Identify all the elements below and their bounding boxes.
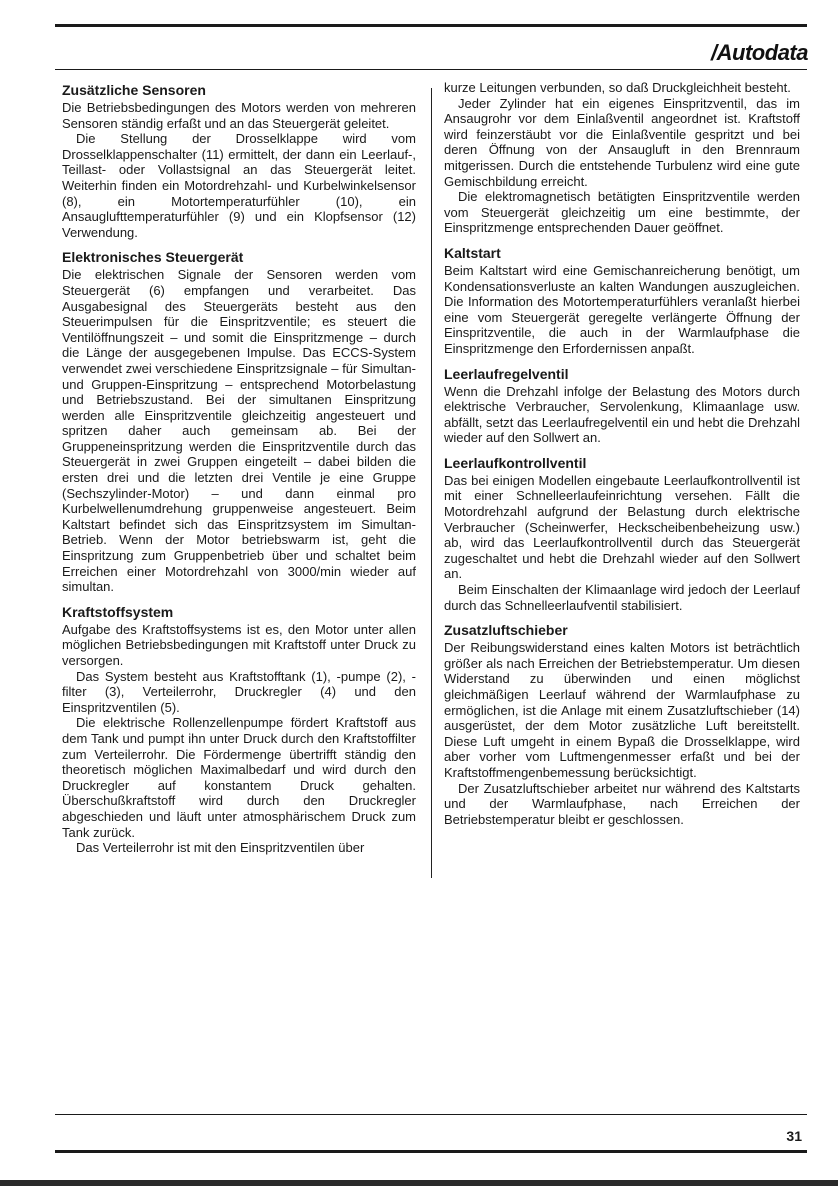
column-divider — [431, 88, 432, 878]
paragraph: kurze Leitungen verbunden, so daß Druckgleichheit besteht. — [444, 80, 791, 95]
section-heading: Leerlaufregelventil — [444, 365, 569, 382]
paragraph: Die elektromagnetisch betätigten Einspritzventile werden vom Steuergerät gleichzeitig um eine bestimmte, der Einspritzmenge entsprechenden Dauer geöffnet. — [444, 189, 800, 236]
top-rule — [55, 24, 807, 27]
paragraph: Das bei einigen Modellen eingebaute Leerlaufkontrollventil ist mit einer Schnelleerlaufeinrichtung versehen. Fällt die Motordrehzahl aufgrund der Belastung durch elektrische Verbraucher (Scheinwerfer, Heckscheibenbeheizung usw.) ab, wird das Leerlaufkontrollventil durch das Steuergerät zugeschaltet und hebt die Drehzahl wieder auf den Sollwert an. — [444, 472, 800, 582]
paragraph: Das Verteilerrohr ist mit den Einspritzventilen über — [76, 840, 365, 856]
paragraph: Der Zusatzluftschieber arbeitet nur während des Kaltstarts und der Warmlaufphase, nach Erreichen der Betriebstemperatur bleibt er geschlossen. — [444, 780, 800, 827]
section-heading: Elektronisches Steuergerät — [62, 249, 244, 266]
brand-logo: /Autodata — [711, 40, 808, 65]
paragraph: Die elektrische Rollenzellenpumpe fördert Kraftstoff aus dem Tank und pumpt ihn unter Druck durch den Kraftstoffilter zum Verteilerrohr. Die Fördermenge übertrifft ständig den theoretisch möglichen Maximalbedarf und wird durch den Druckregler auf konstantem Druck gehalten. Überschußkraftstoff wird durch den Druckregler abgeschieden und läuft unter atmosphärischem Druck zum Tank zurück. — [62, 715, 416, 840]
paragraph: Jeder Zylinder hat ein eigenes Einspritzventil, das im Ansaugrohr vor dem Einlaßventil angeordnet ist. Kraftstoff wird feinzerstäubt vor die Einlaßventile gespritzt und bei deren Öffnung von der Ansaugluft in den Brennraum mitgerissen. Durch die entstehende Turbulenz wird eine gute Gemischbildung erreicht. — [444, 95, 800, 189]
section-heading: Kraftstoffsystem — [62, 603, 174, 620]
section-heading: Zusatzluftschieber — [444, 622, 568, 639]
section-heading: Leerlaufkontrollventil — [444, 454, 587, 471]
section-heading: Zusätzliche Sensoren — [62, 82, 206, 98]
paragraph: Die Betriebsbedingungen des Motors werden von mehreren Sensoren ständig erfaßt und an das Steuergerät geleitet. — [62, 100, 416, 131]
paragraph: Der Reibungswiderstand eines kalten Motors ist beträchtlich größer als nach Erreichen der Betriebstemperatur. Um diesen Widerstand zu überwinden und einen möglichst gleichmäßigen Leerlauf während der Warmlaufphase zu ermöglichen, ist die Anlage mit einem Zusatzluftschieber (14) ausgerüstet, der dem Motor zusätzliche Luft bereitstellt. Diese Luft umgeht in einem Bypaß die Drosselklappe, wird aber vorher vom Luftmengenmesser erfaßt und bei der Kraftstoffmengenbemessung berücksichtigt. — [444, 640, 800, 780]
page-number: 31 — [786, 1128, 802, 1144]
paragraph: Beim Einschalten der Klimaanlage wird jedoch der Leerlauf durch das Schnelleerlaufventil stabilisiert. — [444, 582, 800, 613]
paragraph: Aufgabe des Kraftstoffsystems ist es, den Motor unter allen möglichen Betriebsbedingungen mit Kraftstoff unter Druck zu versorgen. — [62, 621, 416, 668]
paragraph: Beim Kaltstart wird eine Gemischanreicherung benötigt, um Kondensationsverluste an kalten Wandungen auszugleichen. Die Information des Motortemperaturfühlers veranlaßt hierbei eine vom Steuergerät geregelte verlängerte Öffnung der Einspritzventile, die auch in der Warmlaufphase die Einspritzmenge den Erfordernissen anpaßt. — [444, 262, 800, 356]
paragraph: Die elektrischen Signale der Sensoren werden vom Steuergerät (6) empfangen und verarbeitet. Das Ausgabesignal des Steuergeräts besteht aus den Steuerimpulsen für die Einspritzventile; es steuert die Ventilöffnungszeit – und somit die Einspritzmenge – durch die Länge der ausgegebenen Impulse. Das ECCS-System verwendet zwei verschiedene Einspritzsignale – für Simultan- und Gruppen-Einspritzung – entsprechend Motorbelastung und Betriebszustand. Bei der simultanen Einspritzung werden alle Einspritzventile gleichzeitig angesteuert und spritzen daher auch gemeinsam ab. Bei der Gruppeneinspritzung werden die Einspritzventile durch das Steuergerät in zwei Gruppen eingeteilt – dabei bilden die ersten drei und die letzten drei Ventile je eine Gruppe (Sechszylinder-Motor) – und dann einmal pro Kurbelwellenumdrehung gruppenweise angesteuert. Beim Kaltstart befindet sich das Einspritzsystem im Simultan-Betrieb. Wenn der Motor betriebswarm ist, geht die Einspritzung zum Gruppenbetrieb über und schaltet beim Erreichen einer Motordrehzahl von 3000/min wieder auf simultan. — [62, 267, 416, 595]
paragraph: Die Stellung der Drosselklappe wird vom Drosselklappenschalter (11) ermittelt, der dann ein Leerlauf-, Teillast- oder Vollastsignal an das Steuergerät leitet. Weiterhin finden ein Motordrehzahl- und Kurbelwinkelsensor (8), ein Motortemperaturfühler (10), ein Ansauglufttemperaturfühler (9) und ein Klopfsensor (12) Verwendung. — [62, 131, 416, 240]
header-rule — [55, 69, 807, 70]
left-column — [62, 80, 416, 856]
scan-edge — [0, 1180, 838, 1186]
paragraph: Wenn die Drehzahl infolge der Belastung des Motors durch elektrische Verbraucher, Servolenkung, Klimaanlage usw. abfällt, setzt das Leerlaufregelventil ein und hebt die Drehzahl wieder auf den Sollwert an. — [444, 383, 800, 446]
right-column — [444, 80, 800, 827]
footer-rule-thick — [55, 1150, 807, 1153]
paragraph: Das System besteht aus Kraftstofftank (1), -pumpe (2), -filter (3), Verteilerrohr, Druckregler (4) und den Einspritzventilen (5). — [62, 668, 416, 715]
section-heading: Kaltstart — [444, 244, 501, 261]
footer-rule-thin — [55, 1114, 807, 1115]
